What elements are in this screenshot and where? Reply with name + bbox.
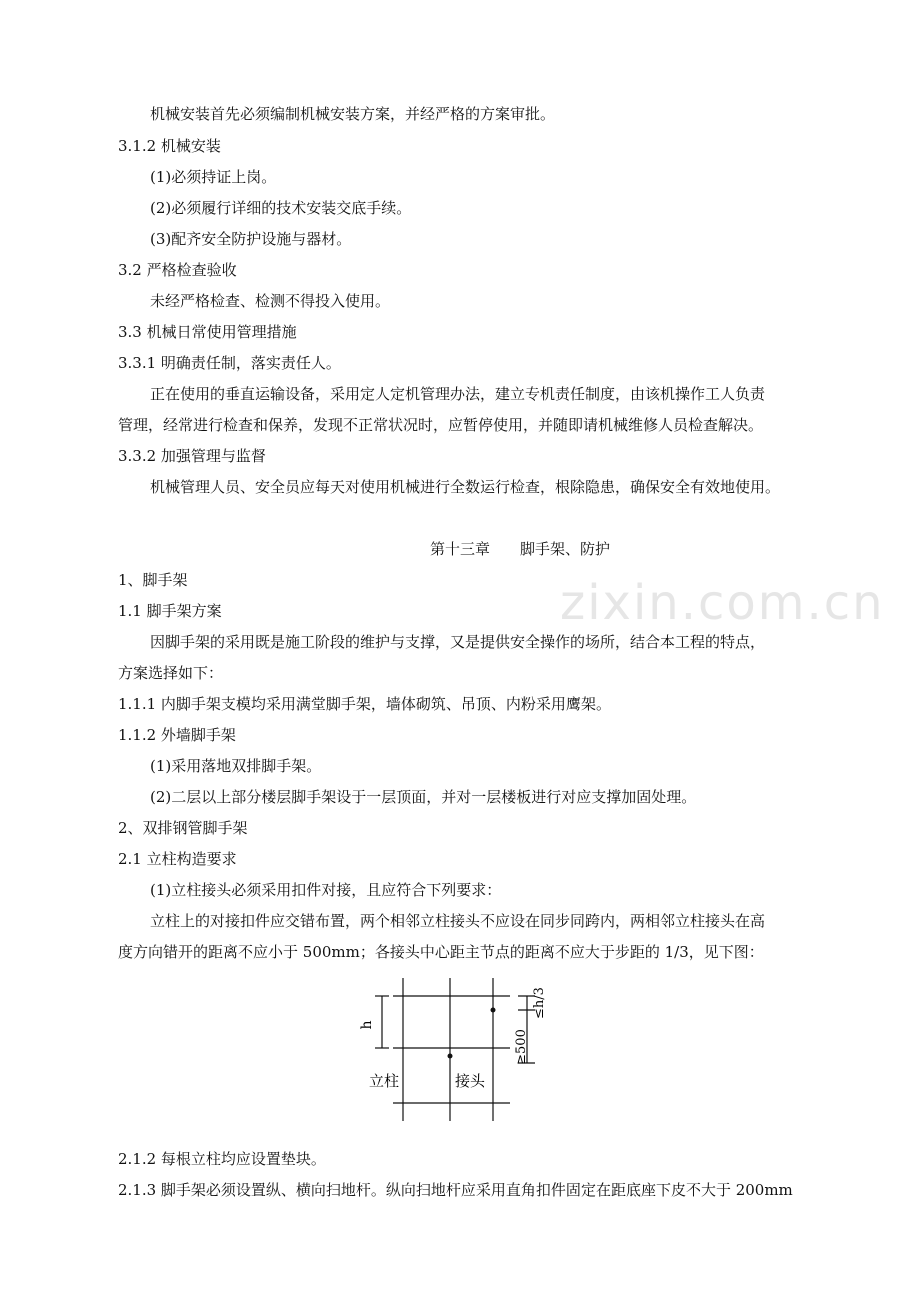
section-heading: 2、双排钢管脚手架	[118, 819, 248, 837]
label-h: h	[359, 1020, 375, 1030]
paragraph-continuation: 管理，经常进行检查和保养，发现不正常状况时，应暂停使用，并随即请机械维修人员检查解决。	[118, 416, 764, 434]
list-item: (1)立柱接头必须采用扣件对接，且应符合下列要求：	[150, 881, 502, 899]
watermark: zixin.com.cn	[560, 575, 885, 631]
section-heading: 2.1.2 每根立柱均应设置垫块。	[118, 1150, 326, 1168]
label-le-h3: ≤h/3	[532, 987, 547, 1019]
label-column: 立柱	[369, 1072, 400, 1090]
section-heading: 3.1.2 机械安装	[118, 137, 221, 155]
paragraph: 机械管理人员、安全员应每天对使用机械进行全数运行检查，根除隐患，确保安全有效地使用。	[150, 478, 781, 496]
joint-dot-upper	[491, 1008, 496, 1013]
list-item: (1)必须持证上岗。	[150, 168, 277, 186]
section-heading: 1.1 脚手架方案	[118, 602, 222, 620]
chapter-title: 第十三章 脚手架、防护	[429, 540, 610, 558]
paragraph-continuation: 度方向错开的距离不应小于 500mm；各接头中心距主节点的距离不应大于步距的 1/3，见下图：	[118, 943, 764, 961]
paragraph: 机械安装首先必须编制机械安装方案，并经严格的方案审批。	[150, 105, 556, 123]
paragraph: 立柱上的对接扣件应交错布置，两个相邻立柱接头不应设在同步同跨内，两相邻立柱接头在高	[150, 912, 766, 930]
section-heading: 1.1.1 内脚手架支模均采用满堂脚手架，墙体砌筑、吊顶、内粉采用鹰架。	[118, 695, 611, 713]
section-heading: 1.1.2 外墙脚手架	[118, 726, 236, 744]
list-item: (2)必须履行详细的技术安装交底手续。	[150, 199, 412, 217]
list-item: (1)采用落地双排脚手架。	[150, 757, 322, 775]
scaffold-joint-diagram	[355, 975, 575, 1125]
section-heading: 3.3.2 加强管理与监督	[118, 447, 266, 465]
joint-dot-lower	[448, 1054, 453, 1059]
section-heading: 3.3.1 明确责任制，落实责任人。	[118, 354, 341, 372]
label-ge500: ≥500	[514, 1029, 529, 1065]
section-heading: 1、脚手架	[118, 571, 188, 589]
paragraph: 正在使用的垂直运输设备，采用定人定机管理办法，建立专机责任制度，由该机操作工人负责	[150, 385, 766, 403]
paragraph: 未经严格检查、检测不得投入使用。	[150, 292, 391, 310]
paragraph-continuation: 方案选择如下：	[118, 664, 224, 682]
section-heading: 3.2 严格检查验收	[118, 261, 237, 279]
label-joint: 接头	[455, 1072, 486, 1090]
section-heading: 3.3 机械日常使用管理措施	[118, 323, 297, 341]
section-heading: 2.1 立柱构造要求	[118, 850, 237, 868]
paragraph: 因脚手架的采用既是施工阶段的维护与支撑，又是提供安全操作的场所，结合本工程的特点，	[150, 633, 766, 651]
paragraph: 2.1.3 脚手架必须设置纵、横向扫地杆。纵向扫地杆应采用直角扣件固定在距底座下皮不大于 200mm	[118, 1181, 793, 1199]
list-item: (2)二层以上部分楼层脚手架设于一层顶面，并对一层楼板进行对应支撑加固处理。	[150, 788, 697, 806]
list-item: (3)配齐安全防护设施与器材。	[150, 230, 352, 248]
